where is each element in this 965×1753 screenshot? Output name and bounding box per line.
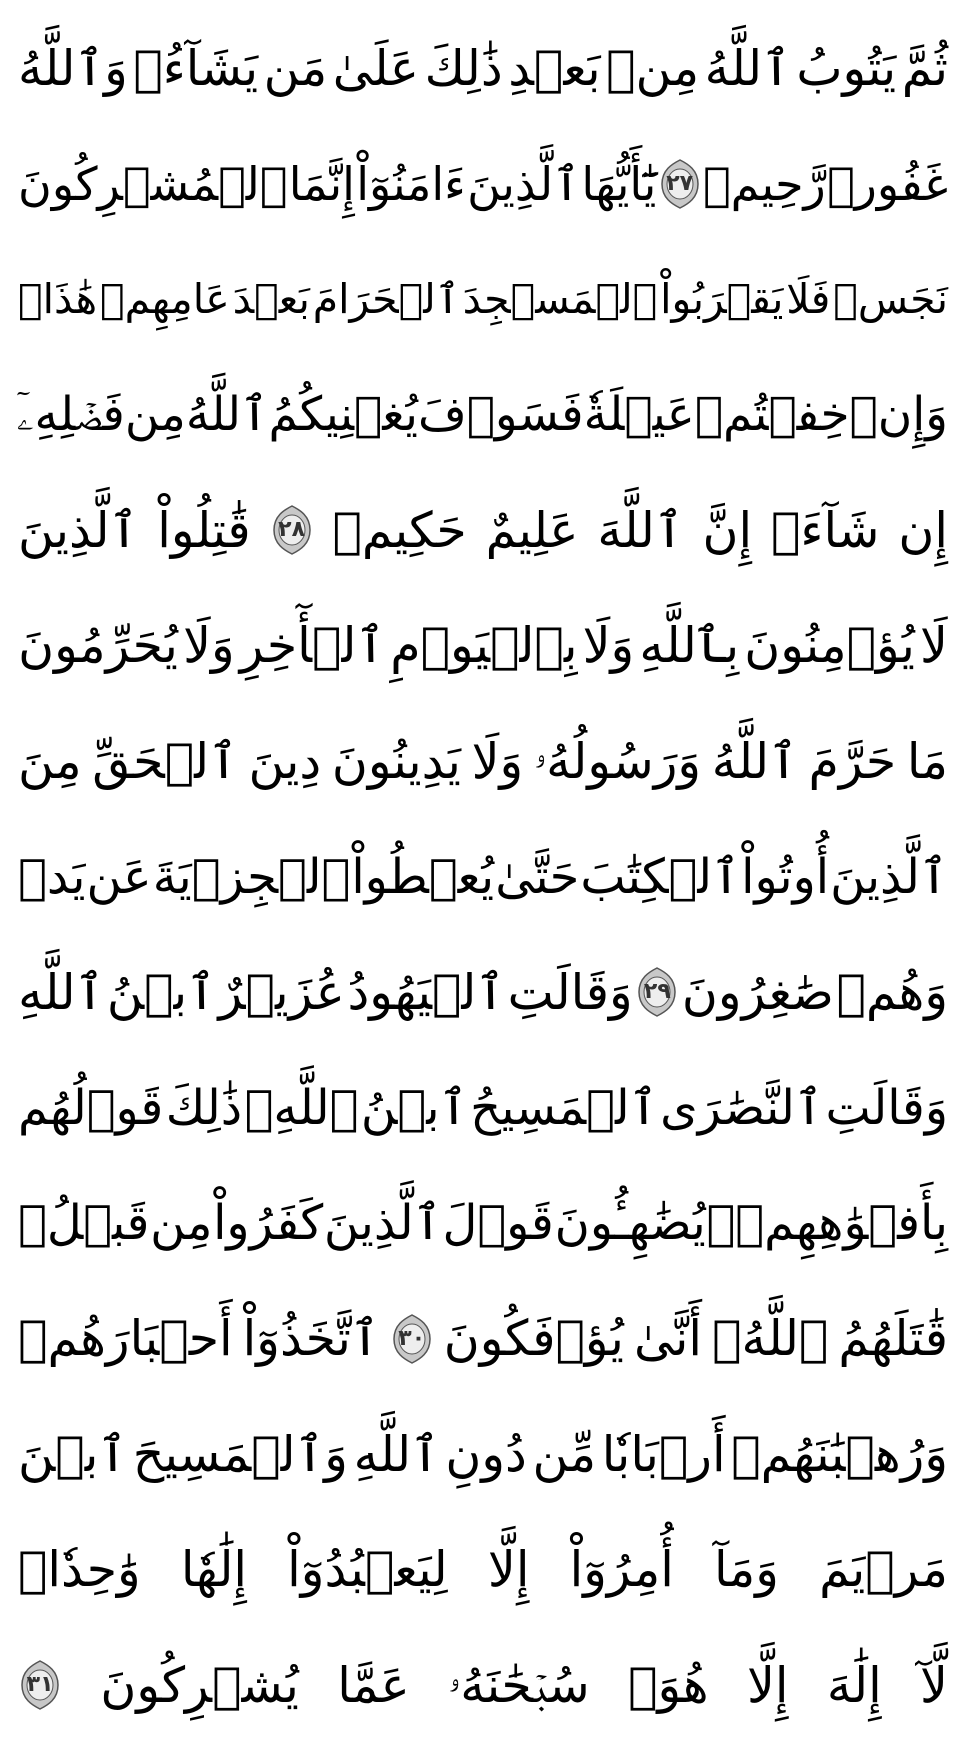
word: ٱلَّذِينَ: [467, 156, 581, 211]
word: ٱبۡنَ: [18, 1425, 128, 1483]
word: إِنَّمَا: [288, 156, 355, 211]
word: ٱلَّذِينَ: [830, 848, 948, 905]
word: يُحَرِّمُونَ: [18, 617, 178, 674]
word: أَحۡبَارَهُمۡ: [18, 1310, 233, 1367]
word: يَشَآءُۗ: [133, 39, 259, 97]
text-line: [18, 1175, 948, 1271]
word: ٱللَّهُۖ: [712, 1310, 829, 1367]
word: وَلَا: [471, 732, 524, 790]
text-line: [18, 1060, 948, 1156]
word: مِنَ: [18, 732, 82, 790]
word: إِن: [898, 501, 948, 559]
word: عَلِيمٌ: [485, 501, 579, 559]
word: أَرۡبَابٗا: [601, 1425, 726, 1483]
text-line: [18, 598, 948, 694]
word: يَتُوبُ: [796, 39, 897, 97]
word: صَٰغِرُونَ: [681, 963, 834, 1021]
ayah-end-marker-icon: [658, 158, 702, 210]
word: ٱلۡكِتَٰبَ: [580, 848, 741, 905]
word: مِّن: [532, 1425, 597, 1483]
ayah-end-marker-icon: [635, 966, 679, 1018]
word: ٱللَّهَ: [597, 501, 684, 559]
word: ٱبۡنُ: [106, 963, 216, 1021]
text-line: [18, 136, 948, 232]
word: وَهُمۡ: [836, 963, 948, 1021]
word: وَمَآ: [714, 1541, 779, 1598]
word: قَٰتِلُواْ: [157, 501, 251, 559]
text-line: [18, 1406, 948, 1502]
word: ءَامَنُوٓاْ: [356, 156, 466, 211]
word: كَفَرُواْ: [213, 1195, 324, 1251]
word: هَٰذَاۚ: [18, 274, 98, 323]
word: ٱلنَّصَٰرَى: [660, 1079, 824, 1136]
word: عَلَىٰ: [332, 39, 420, 97]
text-line: [18, 1291, 948, 1387]
word: وَرُهۡبَٰنَهُمۡ: [731, 1425, 948, 1483]
word: مَا: [906, 732, 948, 790]
word: ٱلۡحَرَامَ: [312, 274, 460, 323]
word: وَقَالَتِ: [825, 1079, 948, 1136]
mushaf-page: [18, 12, 948, 1742]
word: يَٰٓأَيُّهَا: [581, 156, 657, 211]
word: ٱلَّذِينَ: [18, 501, 139, 559]
word: إِلَٰهٗا: [180, 1541, 247, 1598]
ayah-end-marker-icon: [18, 1659, 62, 1711]
word: فَلَا: [786, 274, 831, 323]
text-line: [18, 367, 948, 463]
word: رَّحِيمٞ: [702, 156, 826, 211]
word: ٱللَّهِۖ: [244, 1079, 359, 1136]
text-line: [18, 1522, 948, 1618]
word: يُؤۡفَكُونَ: [443, 1310, 624, 1367]
ayah-number: ٢٨: [278, 517, 305, 542]
ayah-end-marker-icon: [390, 1313, 434, 1365]
word: نَجَسٞ: [833, 274, 948, 323]
word: مَن: [263, 39, 328, 97]
word: قَوۡلُهُم: [18, 1079, 164, 1136]
word: عَيۡلَةٗ: [583, 387, 695, 442]
word: ٱلۡمَسِيحُ: [470, 1079, 658, 1136]
word: ٱللَّهُ: [711, 732, 798, 790]
word: بَعۡدَ: [232, 274, 310, 323]
word: يَدٖ: [18, 848, 86, 905]
ayah-number: ٢٩: [643, 979, 671, 1004]
word: بِٱلۡيَوۡمِ: [390, 617, 578, 674]
word: إِلَّا: [487, 1541, 530, 1598]
word: حَتَّىٰ: [495, 848, 580, 905]
word: ٱلۡأٓخِرِ: [239, 617, 386, 674]
text-line: [18, 251, 948, 347]
text-line: [18, 829, 948, 925]
word: ٱلۡحَقِّ: [92, 732, 238, 790]
word: يُؤۡمِنُونَ: [744, 617, 915, 674]
word: إِنَّ: [702, 501, 753, 559]
text-line: [18, 713, 948, 809]
word: ٱلۡمُشۡرِكُونَ: [18, 156, 288, 211]
text-line: [18, 944, 948, 1040]
word: ٱللَّهُ: [704, 39, 791, 97]
word: بَعۡدِ: [508, 39, 601, 97]
word: أُمِرُوٓاْ: [569, 1541, 674, 1598]
word: فَسَوۡفَ: [418, 387, 584, 442]
word: لَا: [920, 617, 948, 674]
word: دُونِ: [445, 1425, 527, 1483]
word: وَٰحِدٗاۖ: [18, 1541, 141, 1598]
word: ذَٰلِكَ: [165, 1079, 243, 1136]
word: لِيَعۡبُدُوٓاْ: [287, 1541, 448, 1598]
text-line: [18, 482, 948, 578]
word: ٱللَّهُ: [185, 387, 269, 442]
word: ٱلۡمَسۡجِدَ: [462, 274, 658, 323]
text-line: [18, 1637, 948, 1733]
word: ٱلۡيَهُودُ: [347, 963, 506, 1021]
word: حَكِيمٞ: [332, 501, 467, 559]
ayah-end-marker-icon: [270, 504, 314, 556]
word: بِٱللَّهِ: [639, 617, 740, 674]
word: ٱللَّهِ: [353, 1425, 440, 1483]
ayah-number: ٣١: [26, 1672, 54, 1697]
word: مِن: [124, 387, 186, 442]
word: خِفۡتُمۡ: [694, 387, 850, 442]
word: سُبۡحَٰنَهُۥ: [448, 1656, 590, 1714]
text-line: [18, 20, 948, 116]
word: أُوتُواْ: [741, 848, 830, 905]
word: قَوۡلَ: [442, 1195, 554, 1251]
word: يُغۡنِيكُمُ: [268, 387, 418, 442]
word: إِلَٰهَ: [826, 1656, 882, 1714]
ayah-number: ٢٧: [666, 170, 694, 196]
word: ٱلَّذِينَ: [323, 1195, 442, 1251]
word: وَرَسُولُهُۥ: [533, 732, 702, 790]
word: وَٱلۡمَسِيحَ: [132, 1425, 348, 1483]
word: وَٱللَّهُ: [18, 39, 128, 97]
word: قَبۡلُۚ: [18, 1195, 150, 1251]
word: وَقَالَتِ: [507, 963, 633, 1021]
word: يُعۡطُواْ: [351, 848, 495, 905]
word: عُزَيۡرٌ: [218, 963, 345, 1021]
word: ٱلۡجِزۡيَةَ: [152, 848, 351, 905]
word: عَن: [86, 848, 152, 905]
word: مِنۢ: [606, 39, 700, 97]
word: ذَٰلِكَ: [424, 39, 503, 97]
word: مَرۡيَمَ: [819, 1541, 948, 1598]
word: حَرَّمَ: [808, 732, 897, 790]
word: يَقۡرَبُواْ: [660, 274, 784, 323]
word: ٱللَّهِ: [18, 963, 105, 1021]
word: لَّآ: [920, 1656, 948, 1714]
word: فَضۡلِهِۦٓ: [16, 387, 125, 442]
word: إِلَّا: [746, 1656, 789, 1714]
word: يَدِينُونَ: [331, 732, 461, 790]
word: أَنَّىٰ: [633, 1310, 703, 1367]
ayah-number: ٣٠: [398, 1325, 426, 1351]
word: ٱبۡنُ: [360, 1079, 468, 1136]
word: مِن: [150, 1195, 213, 1251]
word: ٱتَّخَذُوٓاْ: [242, 1310, 380, 1367]
word: وَلَا: [582, 617, 635, 674]
word: شَآءَۚ: [771, 501, 880, 559]
word: عَمَّا: [337, 1656, 410, 1714]
word: عَامِهِمۡ: [100, 274, 230, 323]
word: يُشۡرِكُونَ: [100, 1656, 299, 1714]
word: بِأَفۡوَٰهِهِمۡۖ: [706, 1195, 948, 1251]
word: غَفُورٞ: [827, 156, 948, 211]
word: وَلَا: [183, 617, 235, 674]
word: وَإِنۡ: [849, 387, 948, 442]
word: هُوَۚ: [628, 1656, 709, 1714]
word: يُضَٰهِـُٔونَ: [554, 1195, 706, 1251]
word: ثُمَّ: [901, 39, 948, 97]
word: قَٰتَلَهُمُ: [838, 1310, 948, 1367]
word: دِينَ: [248, 732, 322, 790]
